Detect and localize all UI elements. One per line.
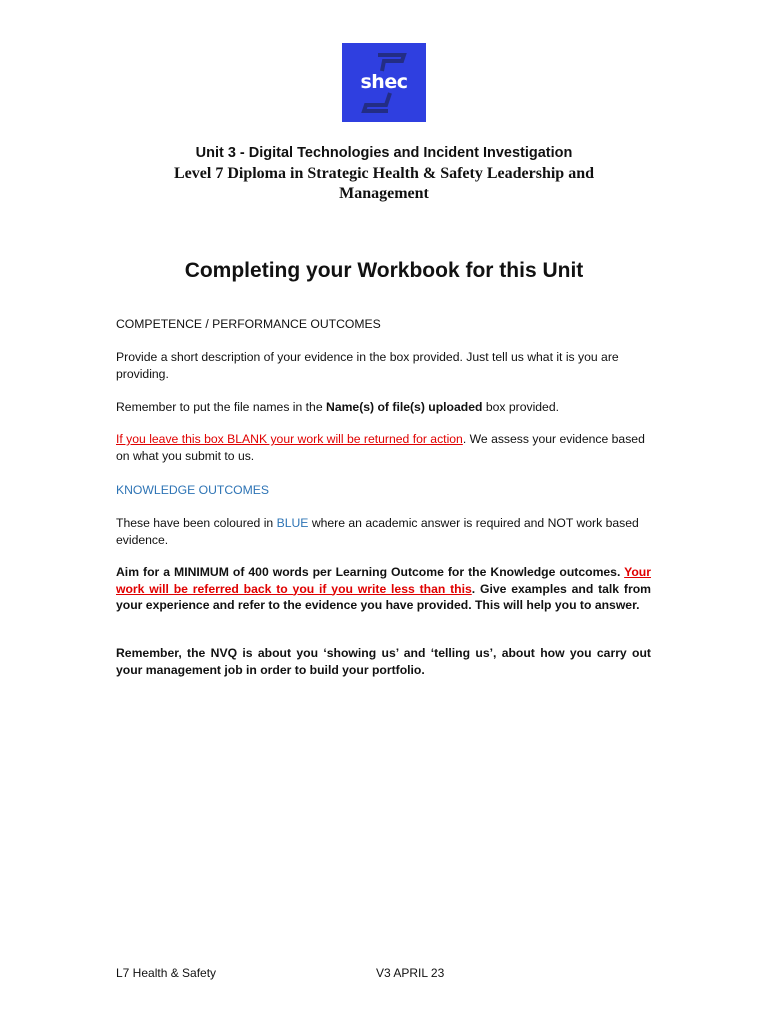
competence-paragraph-1: Provide a short description of your evidence in the box provided. Just tell us what it is you are providing. xyxy=(116,350,619,381)
text: These have been coloured in xyxy=(116,516,277,530)
text: Aim for a MINIMUM of 400 words per Learning Outcome for the Knowledge outcomes. xyxy=(116,565,625,579)
footer-version: V3 APRIL 23 xyxy=(376,966,445,980)
blue-word: BLUE xyxy=(276,516,309,530)
text: Remember to put the file names in the xyxy=(116,400,327,414)
competence-paragraph-3 xyxy=(116,431,651,464)
footer-left: L7 Health & Safety xyxy=(116,966,217,980)
shec-logo xyxy=(342,43,426,122)
text: box provided. xyxy=(482,400,559,414)
text: where an academic answer is required and NOT work based evidence. xyxy=(116,516,639,547)
knowledge-heading: KNOWLEDGE OUTCOMES xyxy=(116,483,270,497)
diploma-title: Level 7 Diploma in Strategic Health & Safety Leadership and Management xyxy=(174,165,594,202)
text: . Give examples and talk from your experience and refer to the evidence you have provided. This will help you to answer. xyxy=(116,581,651,612)
unit-title: Unit 3 - Digital Technologies and Incident Investigation xyxy=(195,145,573,161)
knowledge-paragraph-2 xyxy=(116,564,651,614)
text: . We assess your evidence based on what you submit to us. xyxy=(116,432,645,463)
referral-warning: Your work will be referred back to you if you write less than this xyxy=(116,565,651,596)
knowledge-paragraph-3: Remember, the NVQ is about you ‘showing us’ and ‘telling us’, about how you carry out your management job in order to build your portfolio. xyxy=(116,646,651,677)
competence-heading: COMPETENCE / PERFORMANCE OUTCOMES xyxy=(116,317,381,331)
text-bold: Name(s) of file(s) uploaded xyxy=(326,400,483,414)
competence-paragraph-2 xyxy=(116,399,651,416)
blank-warning: If you leave this box BLANK your work will be returned for action xyxy=(116,432,463,446)
page-title: Completing your Workbook for this Unit xyxy=(184,259,584,282)
logo-text: shec xyxy=(360,71,408,93)
knowledge-paragraph-1 xyxy=(116,515,651,548)
